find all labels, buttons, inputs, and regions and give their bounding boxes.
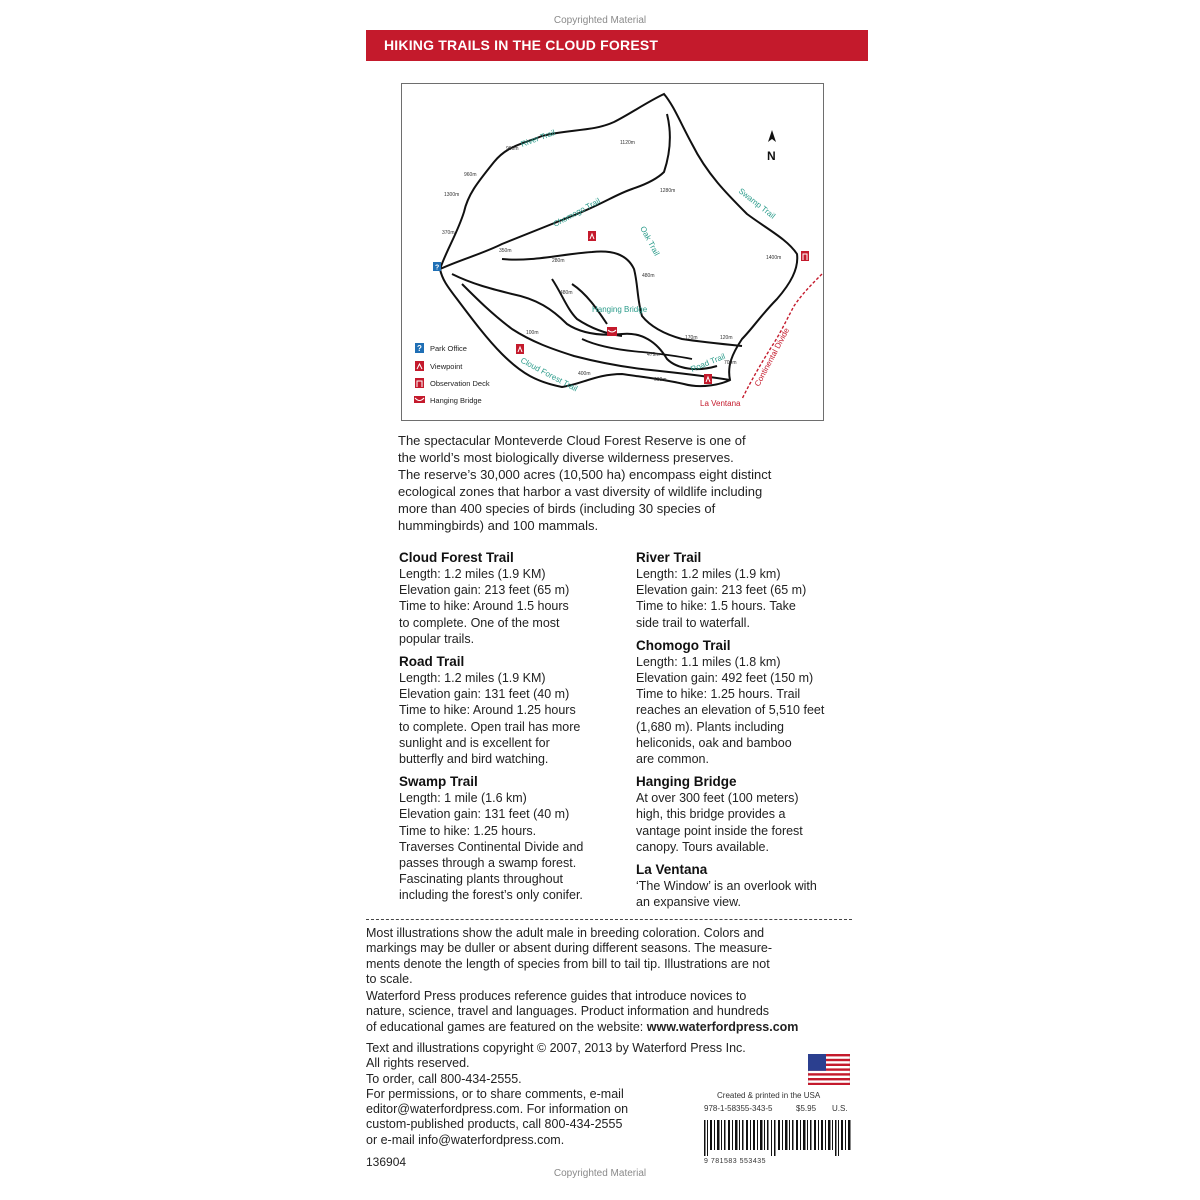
map-label-la-ventana: La Ventana	[700, 399, 741, 408]
trail-line: including the forest’s only conifer.	[399, 888, 583, 903]
trail-title: River Trail	[636, 550, 702, 565]
map-elevation: 960m	[506, 146, 519, 152]
isbn-number: 978-1-58355-343-5	[704, 1104, 773, 1113]
map-legend	[414, 343, 490, 405]
trail-line: Elevation gain: 131 feet (40 m)	[399, 687, 570, 702]
footer-line: editor@waterfordpress.com. For information on	[366, 1102, 629, 1117]
footer-line	[366, 1020, 866, 1035]
intro-line: The reserve’s 30,000 acres (10,500 ha) encompass eight distinct	[398, 467, 772, 482]
trail-column-right	[636, 549, 858, 916]
trail-line: Elevation gain: 213 feet (65 m)	[636, 583, 807, 598]
map-label-chomogo: Chomogo Trail	[551, 196, 602, 229]
trail-line: to complete. Open trail has more	[399, 719, 581, 734]
made-in-usa: Created & printed in the USA	[717, 1091, 821, 1100]
map-elevation: 120m	[720, 335, 733, 341]
trail-line: Time to hike: 1.25 hours.	[399, 823, 537, 838]
trail-title: Road Trail	[399, 654, 465, 670]
trail-line: ‘The Window’ is an overlook with	[636, 879, 817, 894]
map-viewpoint-icon-3	[704, 374, 712, 384]
map-route-chomogo	[440, 114, 670, 269]
map-elevation: 100m	[526, 330, 539, 336]
map-elevation: 1280m	[660, 188, 676, 194]
map-elevation: 1300m	[444, 192, 460, 198]
map-elevation: 1400m	[766, 255, 782, 261]
trail-la-ventana	[636, 861, 858, 910]
trail-hanging-bridge	[636, 773, 858, 855]
trail-column-left	[399, 549, 624, 910]
trail-line: Length: 1 mile (1.6 km)	[399, 791, 527, 806]
trail-line: sunlight and is excellent for	[399, 735, 550, 750]
trail-chomogo	[636, 637, 858, 767]
map-observation-deck-icon	[801, 251, 809, 261]
map-elevation: 700m	[724, 360, 737, 366]
trail-line: Length: 1.1 miles (1.8 km)	[636, 654, 781, 669]
map-label-hanging-bridge: Hanging Bridge	[592, 305, 648, 314]
trail-line: vantage point inside the forest	[636, 823, 803, 838]
watermark-top: Copyrighted Material	[553, 15, 647, 26]
footer-line: ments denote the length of species from bill to tail tip. Illustrations are not	[366, 956, 770, 971]
map-label-swamp: Swamp Trail	[736, 186, 777, 221]
trail-title: La Ventana	[636, 862, 708, 878]
barcode-number: 9 781583 553435	[704, 1158, 766, 1165]
map-label-cloud-forest: Cloud Forest Trail	[519, 355, 580, 394]
map-park-office-icon	[433, 262, 441, 272]
footer-line: All rights reserved.	[366, 1056, 470, 1071]
trail-title: Swamp Trail	[399, 774, 478, 790]
footer-line: Waterford Press produces reference guides that introduce novices to	[366, 989, 747, 1003]
observation-deck-icon	[415, 378, 424, 388]
price: $5.95	[796, 1104, 817, 1113]
trail-road	[399, 653, 624, 767]
map-label-oak: Oak Trail	[638, 224, 662, 258]
trail-line: Length: 1.2 miles (1.9 KM)	[399, 671, 546, 686]
footer-line: Text and illustrations copyright © 2007, 2013 by Waterford Press Inc.	[366, 1041, 746, 1055]
footer-illustrations-note	[366, 926, 866, 987]
map-elevation: 480m	[560, 290, 573, 296]
trail-line: butterfly and bird watching.	[399, 752, 549, 767]
map-viewpoint-icon	[588, 231, 596, 241]
map-viewpoint-icon-2	[516, 344, 524, 354]
legend-label: Park Office	[430, 344, 467, 353]
footer-line: nature, science, travel and languages. Product information and hundreds	[366, 1004, 770, 1019]
map-elevation: 479m	[647, 352, 660, 358]
svg-text:?: ?	[417, 344, 422, 353]
us-flag-icon	[808, 1054, 850, 1085]
dashed-divider	[366, 919, 852, 920]
intro-line: ecological zones that harbor a vast diversity of wildlife including	[398, 484, 763, 499]
trail-swamp	[399, 773, 624, 903]
trail-cloud-forest	[399, 549, 624, 647]
hanging-bridge-icon	[414, 396, 425, 403]
footer-line: or e-mail info@waterfordpress.com.	[366, 1132, 565, 1147]
trail-line: an expansive view.	[636, 895, 741, 910]
trail-line: Elevation gain: 131 feet (40 m)	[399, 807, 570, 822]
intro-paragraph	[398, 432, 843, 534]
trail-title: Cloud Forest Trail	[399, 550, 514, 565]
svg-text:N: N	[767, 149, 776, 163]
map-elevation: 600m	[654, 377, 667, 383]
trail-line: side trail to waterfall.	[636, 615, 750, 630]
trail-line: Time to hike: 1.5 hours. Take	[636, 599, 796, 614]
park-office-icon	[415, 343, 424, 353]
trail-line: Elevation gain: 213 feet (65 m)	[399, 583, 570, 598]
map-elevation: 400m	[578, 371, 591, 377]
title-banner	[366, 30, 868, 61]
trail-line: Time to hike: Around 1.5 hours	[399, 599, 569, 614]
trail-line: Time to hike: Around 1.25 hours	[399, 703, 576, 718]
trail-title: Hanging Bridge	[636, 774, 737, 790]
footer-line: Most illustrations show the adult male in breeding coloration. Colors and	[366, 926, 765, 940]
map-route-road	[452, 274, 717, 369]
map-elevation: 170m	[685, 335, 698, 341]
map-elevation: 1120m	[620, 140, 635, 146]
legend-label: Viewpoint	[430, 362, 463, 371]
trail-line: Elevation gain: 492 feet (150 m)	[636, 671, 814, 686]
trail-line: Fascinating plants throughout	[399, 872, 563, 887]
barcode-icon	[704, 1120, 852, 1156]
map-elevation: 480m	[642, 273, 655, 279]
trail-line: are common.	[636, 752, 709, 767]
trail-line: passes through a swamp forest.	[399, 856, 577, 871]
trail-line: Length: 1.2 miles (1.9 km)	[636, 567, 781, 581]
trail-line: At over 300 feet (100 meters)	[636, 791, 799, 806]
trail-line: Length: 1.2 miles (1.9 KM)	[399, 567, 546, 581]
footer-line: markings may be duller or absent during different seasons. The measure-	[366, 941, 772, 956]
map-label-continental-divide: Continental Divide	[752, 326, 792, 388]
product-code: 136904	[366, 1155, 407, 1169]
footer-line: custom-published products, call 800-434-2555	[366, 1117, 623, 1132]
footer-line: For permissions, or to share comments, e-mail	[366, 1086, 624, 1101]
intro-line: hummingbirds) and 100 mammals.	[398, 518, 599, 533]
trail-river	[636, 549, 858, 631]
trail-line: to complete. One of the most	[399, 615, 560, 630]
north-arrow-icon	[767, 130, 776, 163]
watermark-bottom: Copyrighted Material	[553, 1168, 647, 1179]
trail-map	[401, 83, 824, 421]
banner-title: HIKING TRAILS IN THE CLOUD FOREST	[384, 37, 659, 53]
trail-line: Traverses Continental Divide and	[399, 839, 584, 854]
trail-map-drawing	[402, 84, 825, 422]
legend-label: Hanging Bridge	[430, 396, 482, 405]
map-elevation: 350m	[499, 248, 512, 254]
website-link[interactable]: www.waterfordpress.com	[646, 1019, 799, 1034]
footer-publisher-note	[366, 989, 866, 1035]
footer-line: to scale.	[366, 971, 413, 986]
trail-line: reaches an elevation of 5,510 feet	[636, 703, 825, 718]
trail-line: heliconids, oak and bamboo	[636, 735, 792, 750]
trail-line: high, this bridge provides a	[636, 807, 786, 822]
intro-line: more than 400 species of birds (including 30 species of	[398, 501, 716, 516]
svg-text:?: ?	[435, 264, 440, 272]
legend-label: Observation Deck	[430, 379, 490, 388]
map-hanging-bridge-map-icon	[607, 327, 617, 336]
map-elevation: 280m	[552, 258, 565, 264]
trail-line: canopy. Tours available.	[636, 839, 769, 854]
trail-line: (1,680 m). Plants including	[636, 719, 784, 734]
price-country: U.S.	[832, 1104, 848, 1113]
map-route-connector-2	[582, 339, 692, 359]
map-elevation: 960m	[464, 172, 477, 178]
map-route-outer-loop	[440, 94, 797, 387]
intro-line: The spectacular Monteverde Cloud Forest Reserve is one of	[398, 433, 746, 448]
map-elevation: 370m	[442, 230, 455, 236]
viewpoint-icon	[415, 361, 424, 371]
footer-line: To order, call 800-434-2555.	[366, 1071, 522, 1086]
map-label-road: Road Trail	[689, 351, 727, 374]
trail-line: Time to hike: 1.25 hours. Trail	[636, 687, 801, 702]
trail-title: Chomogo Trail	[636, 637, 731, 653]
intro-line: the world’s most biologically diverse wilderness preserves.	[398, 450, 734, 465]
footer-line-text: of educational games are featured on the website:	[366, 1019, 647, 1034]
trail-line: popular trails.	[399, 631, 475, 646]
map-label-river: River Trail	[519, 128, 557, 149]
